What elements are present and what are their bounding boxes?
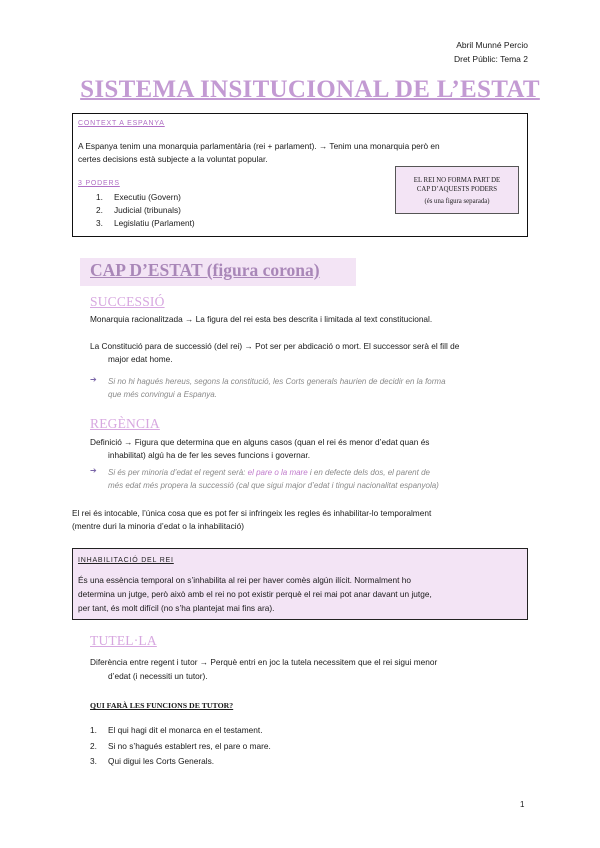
context-text-line2: certes decisions està subjecte a la voluntat popular. <box>78 154 268 164</box>
tutela-heading: TUTEL·LA <box>90 633 157 648</box>
tutor-number-1: 1. <box>90 725 97 735</box>
author-name: Abril Munné Percio <box>456 40 528 50</box>
powers-label: 3 PODERS <box>78 180 120 187</box>
power-number-2: 2. <box>96 205 103 215</box>
regencia-heading: REGÈNCIA <box>90 416 160 431</box>
regencia-note-text-a: Si és per minoria d’edat el regent serà: <box>108 468 248 477</box>
tutela-line1: Diferència entre regent i tutor → Perquè entri en joc la tutela necessitem que el rei sigui menor <box>90 657 438 667</box>
power-number-3: 3. <box>96 218 103 228</box>
tutor-item-3: Qui digui les Corts Generals. <box>108 756 215 766</box>
successio-heading: SUCCESSIÓ <box>90 294 165 309</box>
context-label: CONTEXT A ESPANYA <box>78 120 165 127</box>
inhabilitacio-line1: És una essència temporal on s’inhabilita al rei per haver comès algún ilícit. Normalment ho <box>78 575 411 585</box>
regencia-def-line1: Definició → Figura que determina que en alguns casos (quan el rei és menor d’edat quan és <box>90 437 430 447</box>
tutela-question: QUI FARÀ LES FUNCIONS DE TUTOR? <box>90 701 234 710</box>
successio-note-line1: Si no hi hagués hereus, segons la constitució, les Corts generals haurien de decidir en la forma <box>108 377 446 386</box>
king-note-line3: (és una figura separada) <box>424 198 490 205</box>
regencia-note-highlight: el pare o la mare <box>247 468 308 477</box>
regencia-def-line2: inhabilitat) algú ha de fer les seves funcions i governar. <box>108 450 311 460</box>
power-item-2: Judicial (tribunals) <box>114 205 181 215</box>
tutor-item-2: Si no s’hagués establert res, el pare o mare. <box>108 741 271 751</box>
arrow-bullet-icon: ➔ <box>90 375 97 384</box>
intocable-line2: (mentre duri la minoria d’edat o la inhabilitació) <box>72 521 245 531</box>
page-number: 1 <box>520 800 525 809</box>
successio-note-line2: que més convingui a Espanya. <box>108 390 217 399</box>
successio-p2-line1: La Constitució para de successió (del rei) → Pot ser per abdicació o mort. El successor serà el fill de <box>90 341 460 351</box>
king-note-box <box>395 166 519 214</box>
regencia-note-text-b: i en defecte dels dos, el parent de <box>307 468 430 477</box>
power-item-1: Executiu (Govern) <box>114 192 181 202</box>
inhabilitacio-line2: determina un jutge, però això amb el rei no pot existir perquè el rei mai pot anar davant un jutge, <box>78 589 432 599</box>
inhabilitacio-label: INHABILITACIÓ DEL REI <box>78 557 174 564</box>
tutor-number-2: 2. <box>90 741 97 751</box>
course-subtitle: Dret Públic: Tema 2 <box>453 54 528 64</box>
successio-p2-line2: major edat home. <box>108 354 173 364</box>
cap-heading: CAP D’ESTAT (figura corona) <box>90 260 320 280</box>
intocable-line1: El rei és intocable, l’única cosa que es pot fer si infringeix les regles és inhabilitar-lo temporalment <box>72 508 432 518</box>
context-text-line1: A Espanya tenim una monarquia parlamentària (rei + parlament). → Tenim una monarquia però en <box>78 141 440 151</box>
king-note-line1: EL REI NO FORMA PART DE <box>413 177 501 184</box>
tutor-number-3: 3. <box>90 756 97 766</box>
tutor-item-1: El qui hagi dit el monarca en el testament. <box>108 725 263 735</box>
power-number-1: 1. <box>96 192 103 202</box>
inhabilitacio-line3: per tant, és molt difícil (no s’ha plantejat mai fins ara). <box>78 603 275 613</box>
power-item-3: Legislatiu (Parlament) <box>114 218 195 228</box>
arrow-bullet-icon: ➔ <box>90 466 97 475</box>
tutela-line2: d’edat (i necessiti un tutor). <box>108 671 208 681</box>
page-title: SISTEMA INSITUCIONAL DE L’ESTAT <box>80 76 540 103</box>
regencia-note-line1 <box>108 466 430 479</box>
regencia-note-line2: més edat més propera la successió (cal que sigui major d’edat i tingui nacionalitat espanyola) <box>108 481 439 490</box>
king-note-line2: CAP D’AQUESTS PODERS <box>416 186 498 193</box>
successio-p1: Monarquia racionalitzada → La figura del rei esta bes descrita i limitada al text constitucional. <box>90 314 433 324</box>
